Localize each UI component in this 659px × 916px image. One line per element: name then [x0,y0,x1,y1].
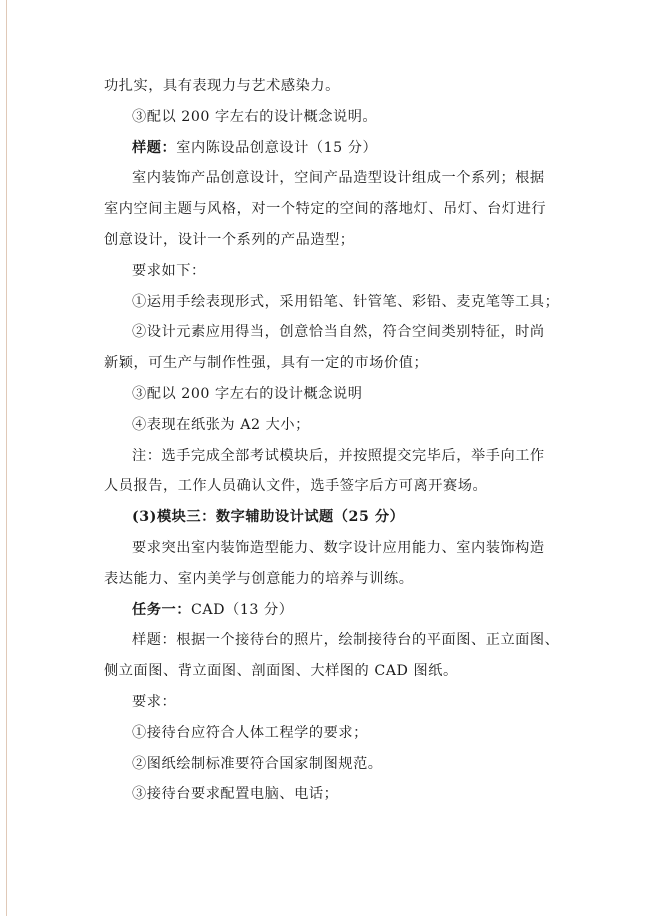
line-text: (3)模块三：数字辅助设计试题（25 分） [132,509,405,526]
line-text: 创意设计，设计一个系列的产品造型； [104,231,355,248]
paragraph-line [0,533,659,564]
paragraph-line [0,256,659,287]
paragraph-line [0,71,659,102]
line-text: CAD（13 分） [190,601,294,618]
paragraph-line [0,163,659,194]
list-item [0,379,659,410]
line-text: ③配以 200 字左右的设计概念说明 [132,385,363,402]
list-item [0,749,659,780]
line-text: ③接待台要求配置电脑、电话； [132,786,339,803]
line-text: ①运用手绘表现形式，采用铅笔、针管笔、彩铅、麦克笔等工具； [132,293,560,310]
line-text: ②设计元素应用得当，创意恰当自然，符合空间类别特征，时尚 [132,324,545,341]
paragraph-line [0,225,659,256]
line-text: 新颖，可生产与制作性强，具有一定的市场价值； [104,355,429,372]
paragraph-line [0,625,659,656]
line-text: 功扎实，具有表现力与艺术感染力。 [104,78,340,94]
paragraph-line [0,102,659,133]
line-text: 人员报告，工作人员确认文件，选手签字后方可离开赛场。 [104,478,488,495]
paragraph-line [0,656,659,687]
list-item [0,317,659,348]
sample-label: 样题： [132,139,177,156]
line-text: 要求： [132,693,177,710]
line-text: 室内空间主题与风格，对一个特定的空间的落地灯、吊灯、台灯进行 [104,201,547,218]
line-text: 室内陈设品创意设计（15 分） [176,139,378,156]
line-text: ①接待台应符合人体工程学的要求； [132,724,368,741]
list-item [0,410,659,441]
module-heading [0,502,659,533]
paragraph-line [0,687,659,718]
list-item [0,287,659,318]
paragraph-line [0,471,659,502]
line-text: 表达能力、室内美学与创意能力的培养与训练。 [104,570,414,587]
line-text: 侧立面图、背立面图、剖面图、大样图的 CAD 图纸。 [104,663,458,680]
paragraph-line [0,348,659,379]
paragraph-line [0,194,659,225]
list-item [0,779,659,810]
document-page [0,71,659,810]
paragraph-line [0,564,659,595]
list-item [0,718,659,749]
line-text: ④表现在纸张为 A2 大小； [132,416,310,433]
line-text: 室内装饰产品创意设计，空间产品造型设计组成一个系列；根据 [132,170,545,187]
line-text: 样题：根据一个接待台的照片，绘制接待台的平面图、正立面图、 [132,632,560,649]
sample-question-title [0,133,659,164]
task-heading [0,595,659,626]
note-line [0,441,659,472]
task-label: 任务一： [132,601,191,618]
line-text: ②图纸绘制标准要符合国家制图规范。 [132,755,383,772]
line-text: 要求如下： [132,262,206,279]
line-text: ③配以 200 字左右的设计概念说明。 [132,108,378,125]
line-text: 要求突出室内装饰造型能力、数字设计应用能力、室内装饰构造 [132,539,545,556]
line-text: 注：选手完成全部考试模块后，并按照提交完毕后，举手向工作 [132,447,545,464]
